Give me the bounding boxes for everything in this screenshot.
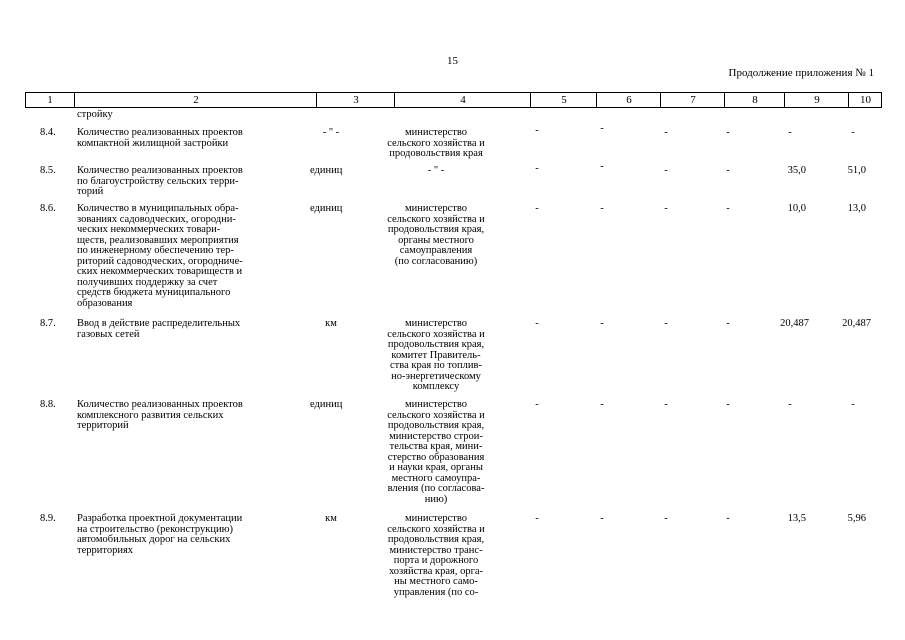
- row-col9: -: [788, 127, 792, 138]
- column-header: 6: [596, 93, 661, 107]
- row-col8: -: [726, 165, 730, 176]
- row-col8: -: [726, 318, 730, 329]
- column-header: 2: [74, 93, 317, 107]
- row-col5: -: [535, 399, 539, 410]
- row-col6: -: [600, 399, 604, 410]
- row-col9: 20,487: [780, 318, 809, 329]
- row-unit: единиц: [310, 165, 343, 176]
- row-col10: 13,0: [847, 203, 866, 214]
- row-col9: 35,0: [787, 165, 806, 176]
- row-responsible: министерство сельского хозяйства и продовольствия края, органы местного самоуправления (по согласованию): [387, 203, 485, 267]
- column-header: 10: [848, 93, 882, 107]
- row-indicator: Количество в муниципальных обра- зованиях садоводческих, огородни- ческих некоммерческих товари- ществ, реализовавших мероприятия по инженерному обеспечению тер- риторий садоводческих, огородниче- ских некоммерческих товариществ и получивших поддержку за счет средств бюджета муниципального образования: [77, 203, 243, 309]
- row-col5: -: [535, 318, 539, 329]
- row-col6: -: [600, 513, 604, 524]
- row-unit: км: [325, 513, 337, 524]
- row-col5: -: [535, 163, 539, 174]
- column-header: 7: [660, 93, 725, 107]
- row-col6: -: [600, 123, 604, 134]
- row-col10: 5,96: [847, 513, 866, 524]
- row-number: 8.4.: [40, 127, 56, 138]
- row-unit: единиц: [310, 203, 343, 214]
- row-col5: -: [535, 203, 539, 214]
- row-col6: -: [600, 318, 604, 329]
- row-col7: -: [664, 127, 668, 138]
- row-col7: -: [664, 513, 668, 524]
- row-responsible: министерство сельского хозяйства и продовольствия края: [387, 127, 485, 159]
- row-col10: -: [851, 127, 855, 138]
- row-col8: -: [726, 203, 730, 214]
- row-col10: 51,0: [847, 165, 866, 176]
- row-col7: -: [664, 203, 668, 214]
- row-number: 8.6.: [40, 203, 56, 214]
- row-responsible: - " -: [427, 165, 445, 176]
- row-responsible: министерство сельского хозяйства и продовольствия края, комитет Правитель- ства края по топлив- но-энергетическому комплексу: [387, 318, 485, 392]
- column-header: 5: [530, 93, 597, 107]
- column-header: 9: [784, 93, 849, 107]
- row-col9: 10,0: [787, 203, 806, 214]
- row-col8: -: [726, 127, 730, 138]
- row-col7: -: [664, 318, 668, 329]
- column-header: 3: [316, 93, 395, 107]
- row-col8: -: [726, 513, 730, 524]
- row-col7: -: [664, 399, 668, 410]
- row-col6: -: [600, 161, 604, 172]
- row-indicator: Ввод в действие распределительных газовых сетей: [77, 318, 241, 340]
- row-responsible: министерство сельского хозяйства и продовольствия края, министерство строи- тельства края, мини- стерство образования и науки края, органы местного самоупра- вления (по согласова- нию): [387, 399, 485, 505]
- row-col6: -: [600, 203, 604, 214]
- row-responsible: министерство сельского хозяйства и продовольствия края, министерство транс- порта и дорожного хозяйства края, орга- ны местного само- управления (по со-: [387, 513, 485, 598]
- row-unit: - " -: [322, 127, 340, 138]
- table-header: [25, 92, 882, 108]
- row-indicator: Количество реализованных проектов комплексного развития сельских территорий: [77, 399, 243, 431]
- carryover-text: стройку: [77, 109, 113, 120]
- row-col7: -: [664, 165, 668, 176]
- row-number: 8.5.: [40, 165, 56, 176]
- row-col9: -: [788, 399, 792, 410]
- column-header: 4: [394, 93, 531, 107]
- continuation-label: Продолжение приложения № 1: [728, 67, 874, 79]
- row-col10: 20,487: [842, 318, 871, 329]
- column-header: 1: [47, 94, 53, 106]
- row-col8: -: [726, 399, 730, 410]
- row-unit: единиц: [310, 399, 343, 410]
- page-number: 15: [447, 55, 458, 67]
- row-col10: -: [851, 399, 855, 410]
- row-number: 8.9.: [40, 513, 56, 524]
- row-indicator: Количество реализованных проектов компактной жилищной застройки: [77, 127, 243, 149]
- row-col5: -: [535, 125, 539, 136]
- row-number: 8.8.: [40, 399, 56, 410]
- row-col5: -: [535, 513, 539, 524]
- row-number: 8.7.: [40, 318, 56, 329]
- row-indicator: Количество реализованных проектов по благоустройству сельских терри- торий: [77, 165, 243, 197]
- row-unit: км: [325, 318, 337, 329]
- row-indicator: Разработка проектной документации на строительство (реконструкцию) автомобильных дорог на сельских территориях: [77, 513, 243, 556]
- column-header: 8: [724, 93, 785, 107]
- row-col9: 13,5: [787, 513, 806, 524]
